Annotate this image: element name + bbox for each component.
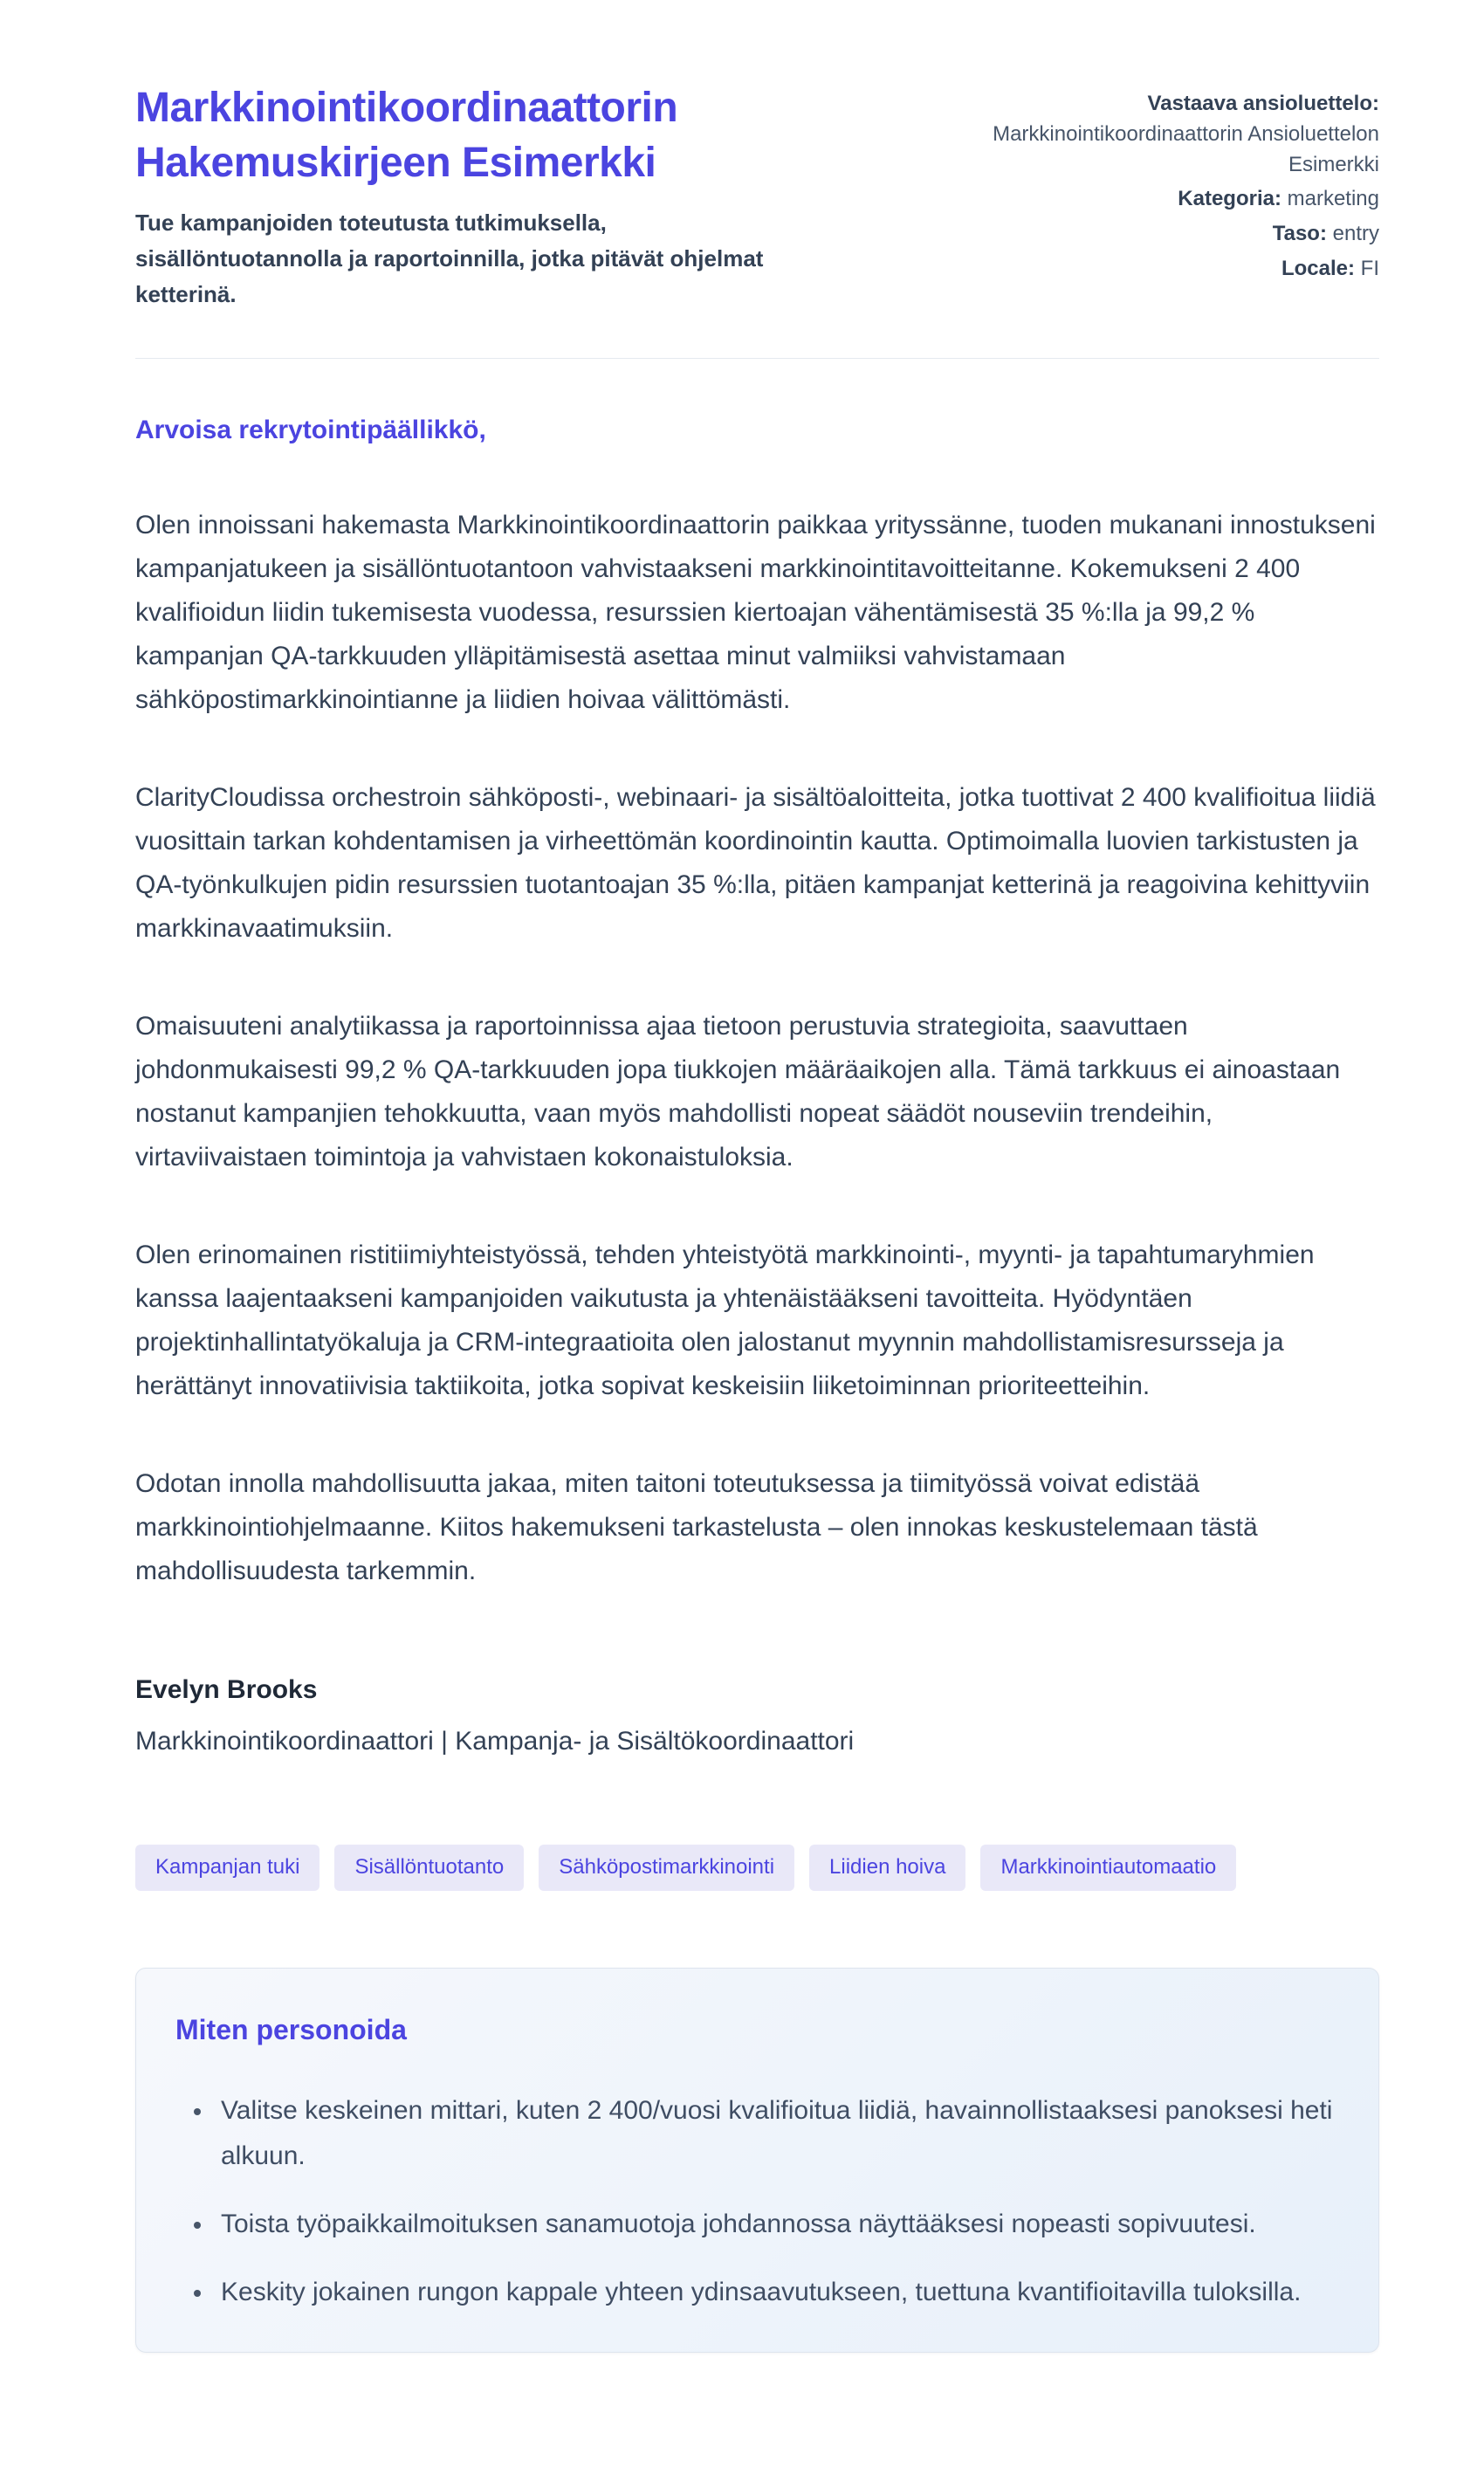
tips-card xyxy=(135,1968,1379,2354)
signature-title: Markkinointikoordinaattori | Kampanja- ja Sisältökoordinaattori xyxy=(135,1726,855,1756)
header-divider xyxy=(135,358,1379,359)
tags-list xyxy=(135,1845,1379,1891)
meta-panel xyxy=(969,80,1379,285)
signature-name: Evelyn Brooks xyxy=(135,1674,318,1704)
tag-chip-lead-nurture: Liidien hoiva xyxy=(809,1845,965,1891)
matching-resume-block xyxy=(969,89,1379,180)
locale-value: FI xyxy=(1360,256,1379,280)
tag-chip-content-production: Sisällöntuotanto xyxy=(334,1845,524,1891)
level-label: Taso: xyxy=(1272,222,1327,246)
tips-heading: Miten personoida xyxy=(175,2013,407,2045)
tag-chip-email-marketing: Sähköpostimarkkinointi xyxy=(539,1845,794,1891)
locale-row xyxy=(969,254,1379,285)
level-row xyxy=(969,219,1379,250)
category-row xyxy=(969,184,1379,215)
locale-label: Locale: xyxy=(1281,256,1355,280)
matching-resume-link[interactable]: Markkinointikoordinaattorin Ansioluettelon Esimerkki xyxy=(993,121,1379,176)
tag-chip-marketing-automation: Markkinointiautomaatio xyxy=(980,1845,1236,1891)
page-subtitle: Tue kampanjoiden toteutusta tutkimuksella, sisällöntuotannolla ja raportoinnilla, jotka pitävät ohjelmat ketterinä. xyxy=(135,209,764,307)
title-block xyxy=(135,80,799,313)
matching-resume-label: Vastaava ansioluettelo: xyxy=(1147,92,1379,115)
letter-paragraph-4: Olen erinomainen ristitiimiyhteistyössä, tehden yhteistyötä markkinointi-, myynti- ja tapahtumaryhmien kanssa laajentaakseni kampanjoiden vaikutusta ja yhtenäistääkseni tavoitteita. Hyödyntäen projektinhallintatyökaluja ja CRM-integraatioita olen jalostanut myynnin mahdollistamisresursseja ja herättänyt innovatiivisia taktiikoita, jotka sopivat keskeisiin liiketoiminnan prioriteetteihin. xyxy=(135,1240,1315,1400)
tips-item-core-achievement: • Keskity jokainen rungon kappale yhteen ydinsaavutukseen, tuettuna kvantifioitavilla tuloksilla. xyxy=(214,2270,1339,2315)
tag-chip-campaign-support: Kampanjan tuki xyxy=(135,1845,319,1891)
letter-paragraph-3: Omaisuuteni analytiikassa ja raportoinnissa ajaa tietoon perustuvia strategioita, saavuttaen johdonmukaisesti 99,2 % QA-tarkkuuden jopa tiukkojen määräaikojen alla. Tämä tarkkuus ei ainoastaan nostanut kampanjien tehokkuutta, vaan myös mahdollisti nopeat säädöt nouseviin trendeihin, virtaviivaistaen toimintoja ja vahvistaen kokonaistuloksia. xyxy=(135,1011,1341,1172)
letter-paragraph-1: Olen innoissani hakemasta Markkinointikoordinaattorin paikkaa yrityssänne, tuoden mukanani innostukseni kampanjatukeen ja sisällöntuotantoon vahvistaakseni markkinointitavoitteitanne. Kokemukseni 2 400 kvalifioidun liidin tukemisesta vuodessa, resurssien kiertoajan vähentämisestä 35 %:lla ja 99,2 % kampanjan QA-tarkkuuden ylläpitämisestä asettaa minut valmiiksi vahvistamaan sähköpostimarkkinointianne ja liidien hoivaa välittömästi. xyxy=(135,510,1376,714)
level-value: entry xyxy=(1332,222,1379,246)
tips-item-metric: • Valitse keskeinen mittari, kuten 2 400/vuosi kvalifioitua liidiä, havainnollistaaksesi panoksesi heti alkuun. xyxy=(214,2088,1339,2179)
letter-body xyxy=(135,409,1379,1761)
letter-greeting: Arvoisa rekrytointipäällikkö, xyxy=(135,415,486,444)
page-header xyxy=(135,80,1379,313)
letter-paragraph-5: Odotan innolla mahdollisuutta jakaa, miten taitoni toteutuksessa ja tiimityössä voivat edistää markkinointiohjelmaanne. Kiitos hakemukseni tarkastelusta – olen innokas keskustelemaan tästä mahdollisuudesta tarkemmin. xyxy=(135,1468,1258,1585)
tips-list xyxy=(175,2088,1339,2315)
letter-paragraph-2: ClarityCloudissa orchestroin sähköposti-, webinaari- ja sisältöaloitteita, jotka tuottivat 2 400 kvalifioitua liidiä vuosittain tarkan kohdentamisen ja virheettömän koordinointin kautta. Optimoimalla luovien tarkistusten ja QA-työnkulkujen pidin resurssien tuotantoajan 35 %:lla, pitäen kampanjat ketterinä ja reagoivina kehittyviin markkinavaatimuksiin. xyxy=(135,782,1376,943)
category-label: Kategoria: xyxy=(1178,187,1281,211)
category-value: marketing xyxy=(1287,187,1379,211)
page-title: Markkinointikoordinaattorin Hakemuskirjeen Esimerkki xyxy=(135,85,678,187)
tips-item-job-ad-wording: • Toista työpaikkailmoituksen sanamuotoja johdannossa näyttääksesi nopeasti sopivuutesi. xyxy=(214,2202,1339,2247)
